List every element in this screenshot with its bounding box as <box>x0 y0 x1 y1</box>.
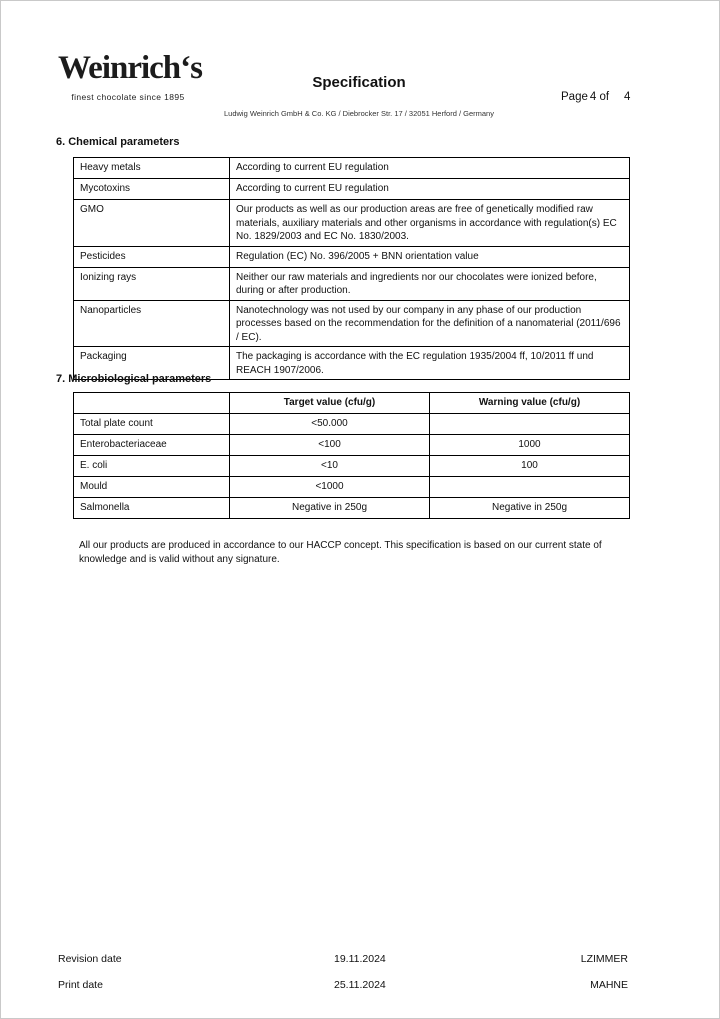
table-row <box>74 158 630 179</box>
param-cell: E. coli <box>74 456 230 477</box>
param-cell: Heavy metals <box>74 158 230 179</box>
param-cell: Ionizing rays <box>74 267 230 300</box>
page-total: 4 <box>624 91 631 103</box>
target-cell: Negative in 250g <box>230 498 430 519</box>
value-cell: According to current EU regulation <box>230 179 630 200</box>
column-header-warning: Warning value (cfu/g) <box>430 393 630 414</box>
document-title: Specification <box>312 74 406 91</box>
section-heading-chemical: 6. Chemical parameters <box>56 136 180 148</box>
value-cell: The packaging is accordance with the EC regulation 1935/2004 ff, 10/2011 ff und REACH 1907/2006. <box>230 347 630 380</box>
value-cell: Nanotechnology was not used by our company in any phase of our production processes based on the recommendation for the definition of a nanomaterial (2011/696 / EC). <box>230 300 630 347</box>
column-header-empty <box>74 393 230 414</box>
revision-author: LZIMMER <box>580 953 628 965</box>
footer-print-row <box>1 979 720 993</box>
param-cell: Mycotoxins <box>74 179 230 200</box>
table-row <box>74 414 630 435</box>
table-row <box>74 477 630 498</box>
warning-cell: Negative in 250g <box>430 498 630 519</box>
target-cell: <100 <box>230 435 430 456</box>
value-cell: According to current EU regulation <box>230 158 630 179</box>
value-cell: Our products as well as our production areas are free of genetically modified raw materials, auxiliary materials and other organisms in accordance with regulation(s) EC No. 1829/2003 and EC No. 1830/2003. <box>230 200 630 247</box>
value-cell: Regulation (EC) No. 396/2005 + BNN orientation value <box>230 246 630 267</box>
footer-revision-row <box>1 953 720 967</box>
logo-tagline: finest chocolate since 1895 <box>71 91 185 102</box>
print-author: MAHNE <box>590 979 628 991</box>
table-row <box>74 179 630 200</box>
param-cell: Mould <box>74 477 230 498</box>
revision-date-label: Revision date <box>58 953 122 965</box>
table-row <box>74 456 630 477</box>
target-cell: <1000 <box>230 477 430 498</box>
company-address-line: Ludwig Weinrich GmbH & Co. KG / Diebrocker Str. 17 / 32051 Herford / Germany <box>224 109 494 118</box>
table-row <box>74 435 630 456</box>
table-row <box>74 246 630 267</box>
param-cell: Pesticides <box>74 246 230 267</box>
param-cell: Packaging <box>74 347 230 380</box>
target-cell: <10 <box>230 456 430 477</box>
param-cell: GMO <box>74 200 230 247</box>
page-indicator <box>561 91 630 103</box>
warning-cell: 100 <box>430 456 630 477</box>
warning-cell: 1000 <box>430 435 630 456</box>
page-current: 4 of <box>589 91 610 103</box>
param-cell: Enterobacteriaceae <box>74 435 230 456</box>
print-date-label: Print date <box>58 979 103 991</box>
logo-wordmark: Weinrich‘s <box>58 50 202 86</box>
print-date-value: 25.11.2024 <box>334 979 386 991</box>
column-header-target: Target value (cfu/g) <box>230 393 430 414</box>
revision-date-value: 19.11.2024 <box>334 953 386 965</box>
microbiological-parameters-table <box>73 392 630 519</box>
haccp-note: All our products are produced in accordance to our HACCP concept. This specification is based on our current state of knowledge and is valid without any signature. <box>79 540 602 565</box>
warning-cell <box>430 477 630 498</box>
table-row <box>74 300 630 347</box>
table-header-row <box>74 393 630 414</box>
company-logo <box>58 50 202 102</box>
param-cell: Nanoparticles <box>74 300 230 347</box>
warning-cell <box>430 414 630 435</box>
table-row <box>74 200 630 247</box>
table-row <box>74 267 630 300</box>
section-heading-microbiological: 7. Microbiological parameters <box>56 373 212 385</box>
chemical-parameters-table <box>73 157 630 380</box>
target-cell: <50.000 <box>230 414 430 435</box>
table-row <box>74 498 630 519</box>
page-label: Page <box>561 91 588 103</box>
param-cell: Salmonella <box>74 498 230 519</box>
param-cell: Total plate count <box>74 414 230 435</box>
value-cell: Neither our raw materials and ingredients nor our chocolates were ionized before, during or after production. <box>230 267 630 300</box>
